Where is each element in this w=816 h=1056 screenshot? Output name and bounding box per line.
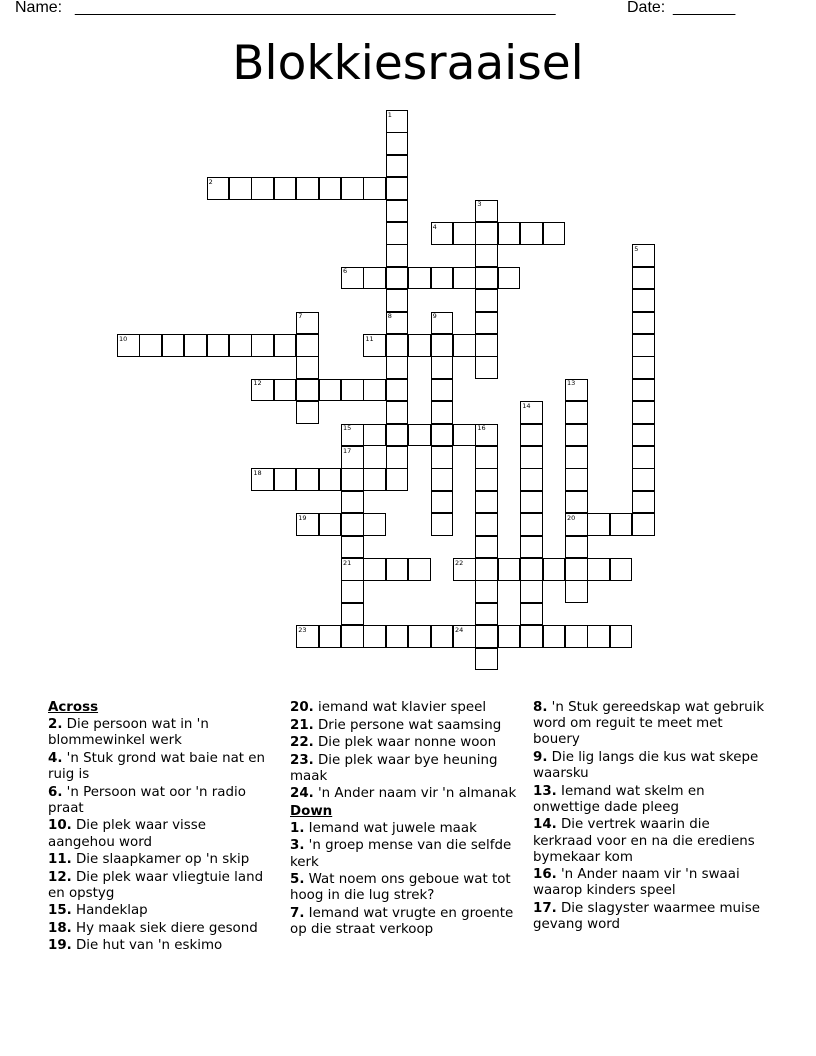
grid-cell[interactable] — [565, 446, 588, 469]
grid-cell[interactable] — [431, 625, 454, 648]
grid-cell[interactable] — [229, 334, 252, 357]
grid-cell[interactable] — [565, 401, 588, 424]
grid-cell[interactable] — [565, 424, 588, 447]
clue-text: Die plek waar bye heuning maak — [290, 752, 498, 784]
date-line[interactable]: _______ — [673, 0, 736, 16]
clue-text: 'n groep mense van die selfde kerk — [290, 838, 512, 870]
grid-cell[interactable] — [475, 312, 498, 335]
grid-cell[interactable] — [543, 222, 566, 245]
grid-cell[interactable] — [408, 424, 431, 447]
across-clue — [48, 785, 276, 817]
grid-cell[interactable] — [475, 491, 498, 514]
grid-cell[interactable] — [386, 334, 409, 357]
grid-cell[interactable] — [386, 558, 409, 581]
grid-cell[interactable] — [475, 468, 498, 491]
down-heading: Down — [290, 803, 333, 819]
grid-cell[interactable] — [408, 558, 431, 581]
grid-cell[interactable] — [520, 491, 543, 514]
clues-column-1 — [48, 700, 276, 956]
grid-cell[interactable] — [520, 222, 543, 245]
clue-text: Die plek waar visse aangehou word — [48, 818, 206, 850]
grid-cell[interactable] — [431, 401, 454, 424]
grid-cell[interactable] — [498, 558, 521, 581]
grid-cell[interactable] — [229, 177, 252, 200]
grid-cell[interactable] — [475, 334, 498, 357]
across-heading: Across — [48, 700, 99, 715]
grid-cell[interactable] — [431, 446, 454, 469]
grid-cell[interactable] — [386, 468, 409, 491]
grid-cell[interactable] — [632, 401, 655, 424]
date-label: Date: — [627, 0, 666, 16]
down-clue — [290, 838, 522, 870]
grid-cell[interactable] — [363, 468, 386, 491]
grid-cell[interactable] — [296, 401, 319, 424]
clue-number-label: 16 — [477, 424, 486, 433]
down-clue — [290, 906, 522, 938]
clue-number-label: 3 — [477, 200, 482, 209]
grid-cell[interactable] — [431, 468, 454, 491]
grid-cell[interactable] — [363, 424, 386, 447]
clue-text: 'n Stuk gereedskap wat gebruik word om reguit te meet met bouery — [533, 700, 765, 748]
grid-cell[interactable] — [386, 401, 409, 424]
grid-cell[interactable] — [520, 625, 543, 648]
page-title: Blokkiesraaisel — [232, 36, 584, 91]
grid-cell[interactable] — [543, 625, 566, 648]
grid-cell[interactable] — [341, 536, 364, 559]
grid-cell[interactable] — [475, 603, 498, 626]
clue-number: 18. — [48, 920, 72, 936]
across-clue — [290, 700, 522, 716]
grid-cell[interactable] — [319, 625, 342, 648]
grid-cell[interactable] — [453, 267, 476, 290]
grid-cell[interactable] — [498, 267, 521, 290]
clue-text: Wat noem ons geboue wat tot hoog in die lug strek? — [290, 872, 511, 904]
grid-cell[interactable] — [565, 625, 588, 648]
grid-cell[interactable] — [431, 356, 454, 379]
clue-text: Die hut van 'n eskimo — [76, 938, 223, 954]
grid-cell[interactable] — [408, 625, 431, 648]
clue-number-label: 8 — [387, 312, 392, 321]
grid-cell[interactable] — [296, 334, 319, 357]
grid-cell[interactable] — [610, 625, 633, 648]
clue-number: 17. — [533, 900, 557, 916]
grid-cell[interactable] — [386, 446, 409, 469]
grid-cell[interactable] — [341, 513, 364, 536]
grid-cell[interactable] — [520, 558, 543, 581]
grid-cell[interactable] — [565, 580, 588, 603]
grid-cell[interactable] — [408, 334, 431, 357]
clue-text: 'n Stuk grond wat baie nat en ruig is — [48, 750, 266, 783]
grid-cell[interactable] — [475, 222, 498, 245]
grid-cell[interactable] — [386, 177, 409, 200]
clue-number: 9. — [533, 749, 548, 765]
grid-cell[interactable] — [363, 177, 386, 200]
clue-number: 12. — [48, 869, 72, 885]
clue-number: 23. — [290, 752, 314, 768]
across-clue — [48, 921, 276, 937]
clues-section — [0, 700, 816, 1030]
grid-cell[interactable] — [475, 267, 498, 290]
grid-cell[interactable] — [520, 513, 543, 536]
clue-text: Iemand wat vrugte en groente op die straat verkoop — [290, 905, 514, 938]
grid-cell[interactable] — [632, 334, 655, 357]
clue-number-label: 13 — [567, 379, 576, 388]
grid-cell[interactable] — [251, 177, 274, 200]
clue-text: Die slaapkamer op 'n skip — [76, 852, 250, 868]
across-clue — [48, 870, 276, 902]
clue-text: Die slagyster waarmee muise gevang word — [533, 900, 760, 933]
across-clue — [48, 938, 276, 954]
clue-number: 20. — [290, 700, 314, 715]
grid-cell[interactable] — [408, 267, 431, 290]
grid-cell[interactable] — [565, 491, 588, 514]
grid-cell[interactable] — [274, 468, 297, 491]
grid-cell[interactable] — [498, 222, 521, 245]
clue-number: 19. — [48, 938, 72, 954]
clue-text: Die vertrek waarin die kerkraad voor en na die erediens bymekaar kom — [533, 817, 755, 865]
grid-cell[interactable] — [363, 379, 386, 402]
down-clue — [533, 901, 773, 933]
grid-cell[interactable] — [431, 491, 454, 514]
grid-cell[interactable] — [498, 625, 521, 648]
grid-cell[interactable] — [341, 177, 364, 200]
down-clue — [290, 872, 522, 904]
clue-number-label: 5 — [634, 244, 639, 253]
clue-number-label: 4 — [432, 222, 437, 231]
clue-number: 24. — [290, 786, 314, 802]
grid-cell[interactable] — [475, 625, 498, 648]
grid-cell[interactable] — [431, 334, 454, 357]
grid-cell[interactable] — [520, 603, 543, 626]
clue-number: 5. — [290, 872, 305, 888]
grid-cell[interactable] — [363, 267, 386, 290]
grid-cell[interactable] — [632, 267, 655, 290]
clue-number-label: 12 — [253, 379, 262, 388]
clue-number: 13. — [533, 783, 557, 799]
down-clue — [533, 700, 773, 749]
clue-number: 22. — [290, 735, 314, 750]
clue-text: Iemand wat juwele maak — [308, 820, 477, 836]
clue-text: Die plek waar nonne woon — [318, 735, 497, 750]
clue-number: 2. — [48, 717, 63, 733]
grid-cell[interactable] — [475, 648, 498, 671]
clue-number: 7. — [290, 905, 305, 921]
grid-cell[interactable] — [431, 379, 454, 402]
clue-number-label: 18 — [253, 468, 262, 477]
grid-cell[interactable] — [386, 244, 409, 267]
clue-number-label: 10 — [119, 334, 128, 343]
grid-cell[interactable] — [475, 446, 498, 469]
grid-cell[interactable] — [274, 177, 297, 200]
grid-cell[interactable] — [386, 155, 409, 178]
grid-cell[interactable] — [632, 424, 655, 447]
grid-cell[interactable] — [565, 468, 588, 491]
clue-text: 'n Ander naam vir 'n swaai waarop kinders speel — [533, 867, 740, 899]
clue-number: 16. — [533, 867, 557, 883]
grid-cell[interactable] — [386, 424, 409, 447]
across-clue — [290, 718, 522, 734]
across-clue — [290, 786, 522, 802]
grid-cell[interactable] — [610, 558, 633, 581]
grid-cell[interactable] — [520, 424, 543, 447]
grid-cell[interactable] — [251, 334, 274, 357]
across-clue — [290, 735, 522, 751]
clue-text: Iemand wat skelm en onwettige dade pleeg — [533, 783, 705, 815]
grid-cell[interactable] — [587, 513, 610, 536]
clue-text: Handeklap — [76, 903, 148, 919]
clue-text: Drie persone wat saamsing — [318, 717, 502, 733]
clue-number: 1. — [290, 820, 305, 836]
grid-cell[interactable] — [453, 222, 476, 245]
down-clue — [533, 750, 773, 782]
grid-cell[interactable] — [431, 513, 454, 536]
across-clue — [290, 753, 522, 785]
grid-cell[interactable] — [386, 222, 409, 245]
grid-cell[interactable] — [475, 558, 498, 581]
grid-cell[interactable] — [341, 379, 364, 402]
grid-cell[interactable] — [319, 379, 342, 402]
clue-number-label: 24 — [455, 625, 464, 634]
clue-number: 3. — [290, 838, 305, 854]
grid-cell[interactable] — [520, 446, 543, 469]
grid-cell[interactable] — [475, 244, 498, 267]
grid-cell[interactable] — [475, 289, 498, 312]
clues-column-2 — [290, 700, 522, 940]
grid-cell[interactable] — [543, 558, 566, 581]
grid-cell[interactable] — [341, 580, 364, 603]
grid-cell[interactable] — [162, 334, 185, 357]
clue-text: Hy maak siek diere gesond — [76, 920, 258, 936]
grid-cell[interactable] — [587, 625, 610, 648]
clue-number-label: 9 — [432, 312, 437, 321]
across-clue — [48, 818, 276, 850]
grid-cell[interactable] — [610, 513, 633, 536]
down-clue — [533, 817, 773, 866]
grid-cell[interactable] — [632, 289, 655, 312]
grid-cell[interactable] — [207, 334, 230, 357]
clue-number-label: 19 — [298, 513, 307, 522]
clue-number-label: 11 — [365, 334, 374, 343]
grid-cell[interactable] — [632, 513, 655, 536]
across-clue — [48, 717, 276, 749]
clue-number: 8. — [533, 700, 548, 715]
clue-number-label: 2 — [208, 177, 213, 186]
grid-cell[interactable] — [386, 267, 409, 290]
clue-number: 14. — [533, 817, 557, 833]
grid-cell[interactable] — [386, 625, 409, 648]
grid-cell[interactable] — [431, 424, 454, 447]
grid-cell[interactable] — [520, 468, 543, 491]
grid-cell[interactable] — [319, 513, 342, 536]
grid-cell[interactable] — [386, 379, 409, 402]
clue-text: Die plek waar vliegtuie land en opstyg — [48, 869, 264, 901]
grid-cell[interactable] — [319, 177, 342, 200]
name-line[interactable]: ______________________________________________________ — [75, 0, 556, 16]
clue-number: 10. — [48, 818, 72, 834]
grid-cell[interactable] — [475, 536, 498, 559]
grid-cell[interactable] — [520, 536, 543, 559]
clue-number-label: 20 — [567, 513, 576, 522]
grid-cell[interactable] — [386, 132, 409, 155]
grid-cell[interactable] — [453, 334, 476, 357]
down-clue — [533, 784, 773, 816]
clue-number-label: 21 — [343, 558, 352, 567]
grid-cell[interactable] — [319, 468, 342, 491]
grid-cell[interactable] — [475, 580, 498, 603]
grid-cell[interactable] — [296, 468, 319, 491]
grid-cell[interactable] — [296, 356, 319, 379]
clue-text: Die lig langs die kus wat skepe waarsku — [533, 749, 759, 782]
clue-text: 'n Ander naam vir 'n almanak — [318, 786, 517, 802]
grid-cell[interactable] — [565, 558, 588, 581]
grid-cell[interactable] — [565, 536, 588, 559]
grid-cell[interactable] — [386, 289, 409, 312]
clue-text: iemand wat klavier speel — [318, 700, 487, 715]
clue-number: 21. — [290, 717, 314, 733]
clue-number-label: 17 — [343, 446, 352, 455]
grid-cell[interactable] — [363, 513, 386, 536]
grid-cell[interactable] — [386, 356, 409, 379]
clue-number: 11. — [48, 852, 72, 868]
grid-cell[interactable] — [341, 625, 364, 648]
grid-cell[interactable] — [475, 356, 498, 379]
grid-cell[interactable] — [453, 424, 476, 447]
grid-cell[interactable] — [341, 603, 364, 626]
grid-cell[interactable] — [341, 468, 364, 491]
clue-number-label: 22 — [455, 558, 464, 567]
grid-cell[interactable] — [184, 334, 207, 357]
across-clue — [48, 903, 276, 919]
grid-cell[interactable] — [632, 312, 655, 335]
down-clue — [290, 821, 522, 837]
grid-cell[interactable] — [139, 334, 162, 357]
grid-cell[interactable] — [475, 513, 498, 536]
grid-cell[interactable] — [296, 379, 319, 402]
clue-number-label: 15 — [343, 424, 352, 433]
clues-column-3 — [533, 700, 773, 935]
name-label: Name: — [15, 0, 63, 16]
clue-number-label: 6 — [343, 267, 348, 276]
grid-cell[interactable] — [386, 200, 409, 223]
clue-number-label: 23 — [298, 625, 307, 634]
grid-cell[interactable] — [363, 625, 386, 648]
grid-cell[interactable] — [632, 356, 655, 379]
grid-cell[interactable] — [431, 267, 454, 290]
grid-cell[interactable] — [587, 558, 610, 581]
clue-text: Die persoon wat in 'n blommewinkel werk — [48, 717, 209, 749]
grid-cell[interactable] — [632, 446, 655, 469]
clue-number: 15. — [48, 903, 72, 919]
clue-number-label: 14 — [522, 401, 531, 410]
grid-cell[interactable] — [274, 334, 297, 357]
across-clue — [48, 751, 276, 783]
grid-cell[interactable] — [520, 580, 543, 603]
across-clue — [48, 852, 276, 868]
grid-cell[interactable] — [363, 558, 386, 581]
clue-number-label: 7 — [298, 312, 303, 321]
clue-text: 'n Persoon wat oor 'n radio praat — [48, 784, 246, 816]
grid-cell[interactable] — [296, 177, 319, 200]
clue-number: 6. — [48, 784, 63, 800]
grid-cell[interactable] — [632, 491, 655, 514]
grid-cell[interactable] — [632, 379, 655, 402]
grid-cell[interactable] — [274, 379, 297, 402]
clue-number-label: 1 — [387, 110, 392, 119]
grid-cell[interactable] — [632, 468, 655, 491]
down-clue — [533, 867, 773, 899]
clue-number: 4. — [48, 750, 63, 766]
grid-cell[interactable] — [341, 491, 364, 514]
